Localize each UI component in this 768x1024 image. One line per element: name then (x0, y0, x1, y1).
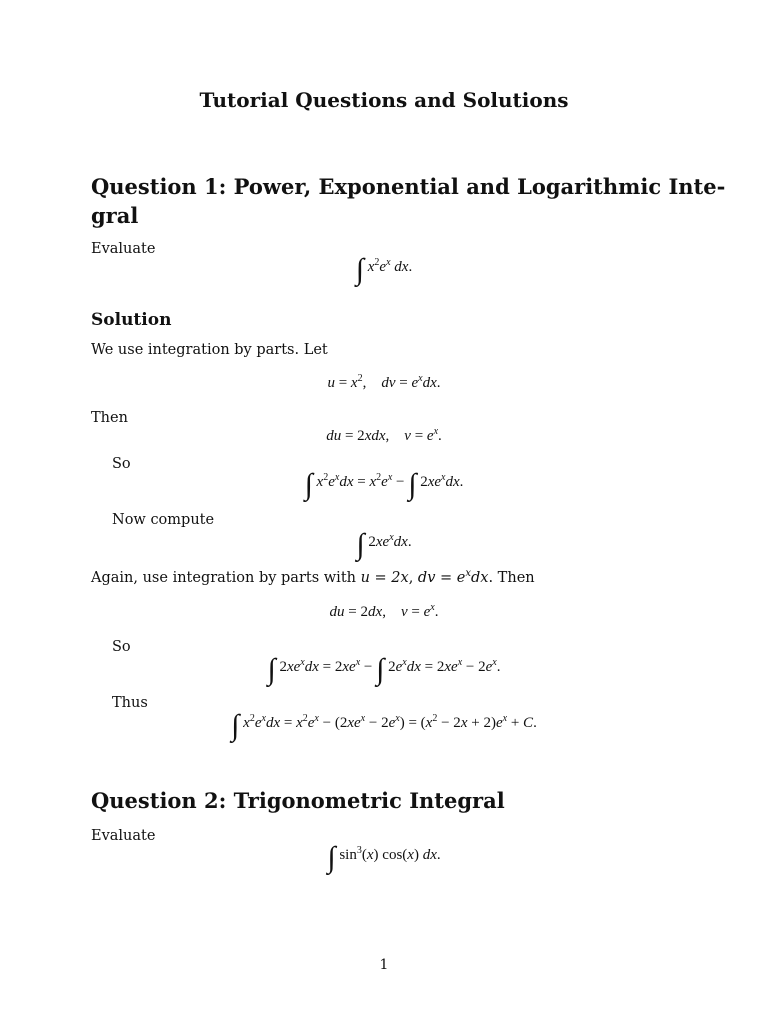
equation-final-result: ∫ $x^2e^xdx = x^2e^x - (2xe^x - 2e^x) = (x^2 - 2x + 2)e^x + C$. (231, 709, 537, 742)
solution-intro-text: We use integration by parts. Let (91, 342, 328, 358)
equation-du-v: du = 2xdx, $v = e^x$. (326, 426, 442, 444)
now-compute-text: Now compute (112, 512, 215, 528)
again-exponent: x (465, 568, 471, 579)
so-text-1: So (112, 456, 131, 472)
equation-parts-2: ∫ $2xe^xdx = 2xe^x$ − ∫ $2e^xdx = 2xe^x - 2e^x$. (267, 653, 501, 686)
question-1-heading-line-2: gral (91, 203, 139, 228)
again-dx-expr: dx (471, 570, 489, 586)
equation-parts-1: ∫ $x^2e^xdx = x^2e^x$ − ∫ $2xe^xdx$. (304, 468, 464, 501)
again-text-suffix: . Then (488, 570, 535, 586)
question-2-heading: Question 2: Trigonometric Integral (91, 788, 505, 813)
again-text-prefix: Again, use integration by parts with (91, 570, 361, 586)
equation-q2-integral: ∫ $\sin^3(x)$ cos(x) dx. (327, 841, 441, 874)
question-1-evaluate-label: Evaluate (91, 241, 156, 257)
question-2-evaluate-label: Evaluate (91, 828, 156, 844)
again-dv-expr: dv = e (417, 570, 466, 586)
equation-q1-integral: ∫ $x^2e^x$ dx. (355, 253, 413, 286)
equation-u-dv: $u = x^2$, dv = $e^xdx$. (327, 373, 441, 391)
again-comma: , (408, 570, 418, 586)
again-u-expr: u = 2x (360, 570, 409, 586)
question-1-heading-line-1: Question 1: Power, Exponential and Logarithmic Inte- (91, 174, 726, 199)
so-text-2: So (112, 639, 131, 655)
equation-du-v-2: du = 2dx, $v = e^x$. (329, 602, 439, 620)
solution-heading: Solution (91, 310, 172, 330)
then-text: Then (91, 410, 128, 426)
page-title: Tutorial Questions and Solutions (199, 88, 569, 112)
again-text (91, 570, 535, 586)
thus-text: Thus (112, 695, 148, 711)
page-number: 1 (379, 957, 389, 973)
equation-compute-integral: ∫ $2xe^xdx$. (356, 528, 412, 561)
